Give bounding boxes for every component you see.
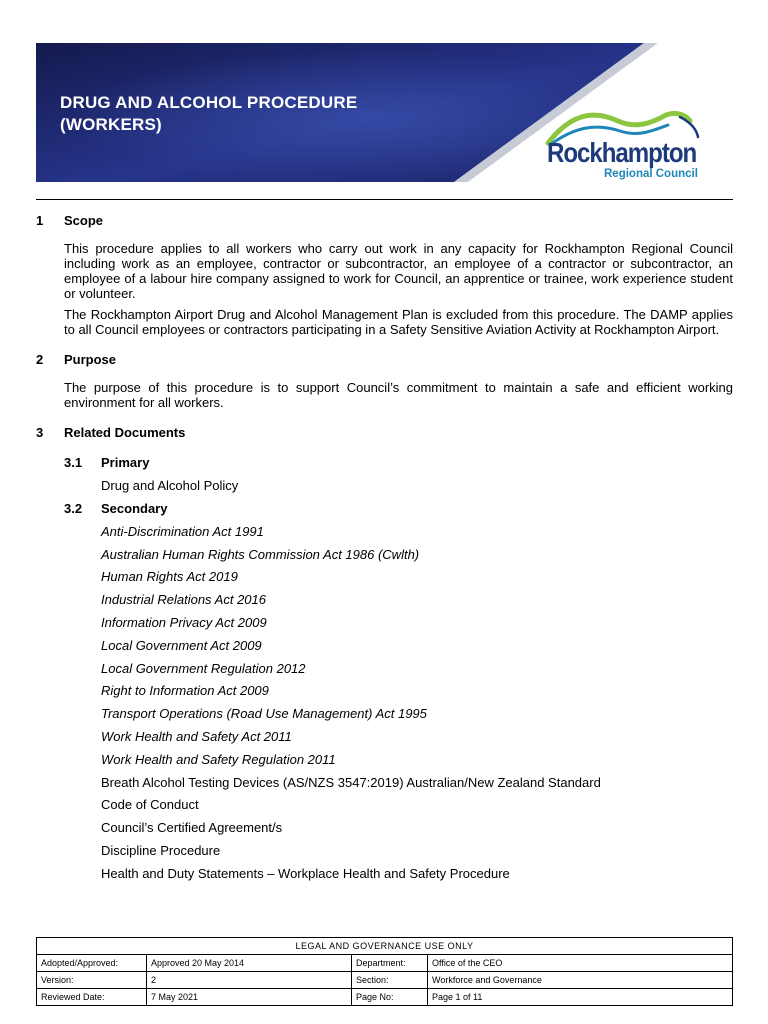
list-item: Health and Duty Statements – Workplace Health and Safety Procedure [101, 865, 510, 881]
table-cell: Reviewed Date: [37, 989, 147, 1006]
table-cell: Adopted/Approved: [37, 955, 147, 972]
list-item: Work Health and Safety Regulation 2011 [101, 751, 336, 767]
section-heading-related-documents [36, 425, 733, 440]
logo-wordmark: Rockhampton [547, 137, 697, 168]
list-item: Industrial Relations Act 2016 [101, 592, 267, 608]
table-row [37, 972, 733, 989]
primary-documents-list [36, 478, 733, 501]
table-cell: 7 May 2021 [147, 989, 352, 1006]
list-item: Australian Human Rights Commission Act 1986 (Cwlth) [101, 546, 420, 562]
subsection-heading-primary [64, 455, 733, 470]
section-number: 1 [36, 213, 44, 228]
subsection-number: 3.2 [64, 500, 83, 516]
table-cell: Approved 20 May 2014 [147, 955, 352, 972]
table-cell: 2 [147, 972, 352, 989]
secondary-documents-list [36, 524, 733, 889]
list-item: Discipline Procedure [101, 842, 221, 858]
section-heading-purpose [36, 352, 733, 367]
list-item: Breath Alcohol Testing Devices (AS/NZS 3547:2019) Australian/New Zealand Standard [101, 774, 601, 790]
document-body [36, 213, 733, 889]
table-cell: Page 1 of 11 [428, 989, 733, 1006]
subsection-title: Secondary [101, 500, 168, 516]
scope-paragraph-1: This procedure applies to all workers who carry out work in any capacity for Rockhampton Regional Council including work as an employee, contractor or subcontractor, an employee of a contractor or subcontractor, an employee of a labour hire company assigned to work for Council, an apprentice or trainee, work experience student or volunteer. [64, 241, 733, 301]
section-title: Purpose [64, 352, 117, 367]
table-caption: LEGAL AND GOVERNANCE USE ONLY [37, 938, 733, 955]
subsection-title: Primary [101, 455, 150, 470]
list-item: Information Privacy Act 2009 [101, 614, 267, 630]
list-item: Local Government Act 2009 [101, 637, 262, 653]
list-item: Right to Information Act 2009 [101, 683, 269, 699]
table-cell: Version: [37, 972, 147, 989]
list-item: Drug and Alcohol Policy [101, 478, 239, 493]
list-item: Anti-Discrimination Act 1991 [101, 523, 264, 539]
document-title [60, 92, 357, 136]
table-cell: Office of the CEO [428, 955, 733, 972]
list-item: Transport Operations (Road Use Management) Act 1995 [101, 706, 427, 722]
logo-subtitle: Regional Council [604, 168, 698, 180]
list-item: Work Health and Safety Act 2011 [101, 728, 292, 744]
section-number: 3 [36, 425, 44, 440]
document-title-line1: DRUG AND ALCOHOL PROCEDURE [60, 93, 358, 112]
scope-paragraph-2: The Rockhampton Airport Drug and Alcohol Management Plan is excluded from this procedure. The DAMP applies to all Council employees or contractors participating in a Safety Sensitive Aviation Activity at Rockhampton Airport. [64, 307, 733, 337]
list-item: Local Government Regulation 2012 [101, 660, 306, 676]
list-item: Code of Conduct [101, 797, 199, 813]
table-cell: Department: [352, 955, 428, 972]
subsection-number: 3.1 [64, 455, 83, 470]
section-title: Related Documents [64, 425, 186, 440]
list-item: Council’s Certified Agreement/s [101, 820, 283, 836]
table-cell: Page No: [352, 989, 428, 1006]
section-number: 2 [36, 352, 44, 367]
section-title: Scope [64, 213, 104, 228]
document-title-line2: (WORKERS) [60, 115, 162, 134]
table-cell: Section: [352, 972, 428, 989]
subsection-heading-secondary [64, 501, 733, 516]
table-row [37, 955, 733, 972]
table-caption-row [37, 938, 733, 955]
governance-table [36, 937, 733, 1006]
list-item: Human Rights Act 2019 [101, 569, 238, 585]
header-divider [36, 199, 733, 200]
table-row [37, 989, 733, 1006]
table-cell: Workforce and Governance [428, 972, 733, 989]
section-heading-scope [36, 213, 733, 228]
purpose-paragraph: The purpose of this procedure is to support Council’s commitment to maintain a safe and efficient working environment for all workers. [64, 380, 733, 410]
